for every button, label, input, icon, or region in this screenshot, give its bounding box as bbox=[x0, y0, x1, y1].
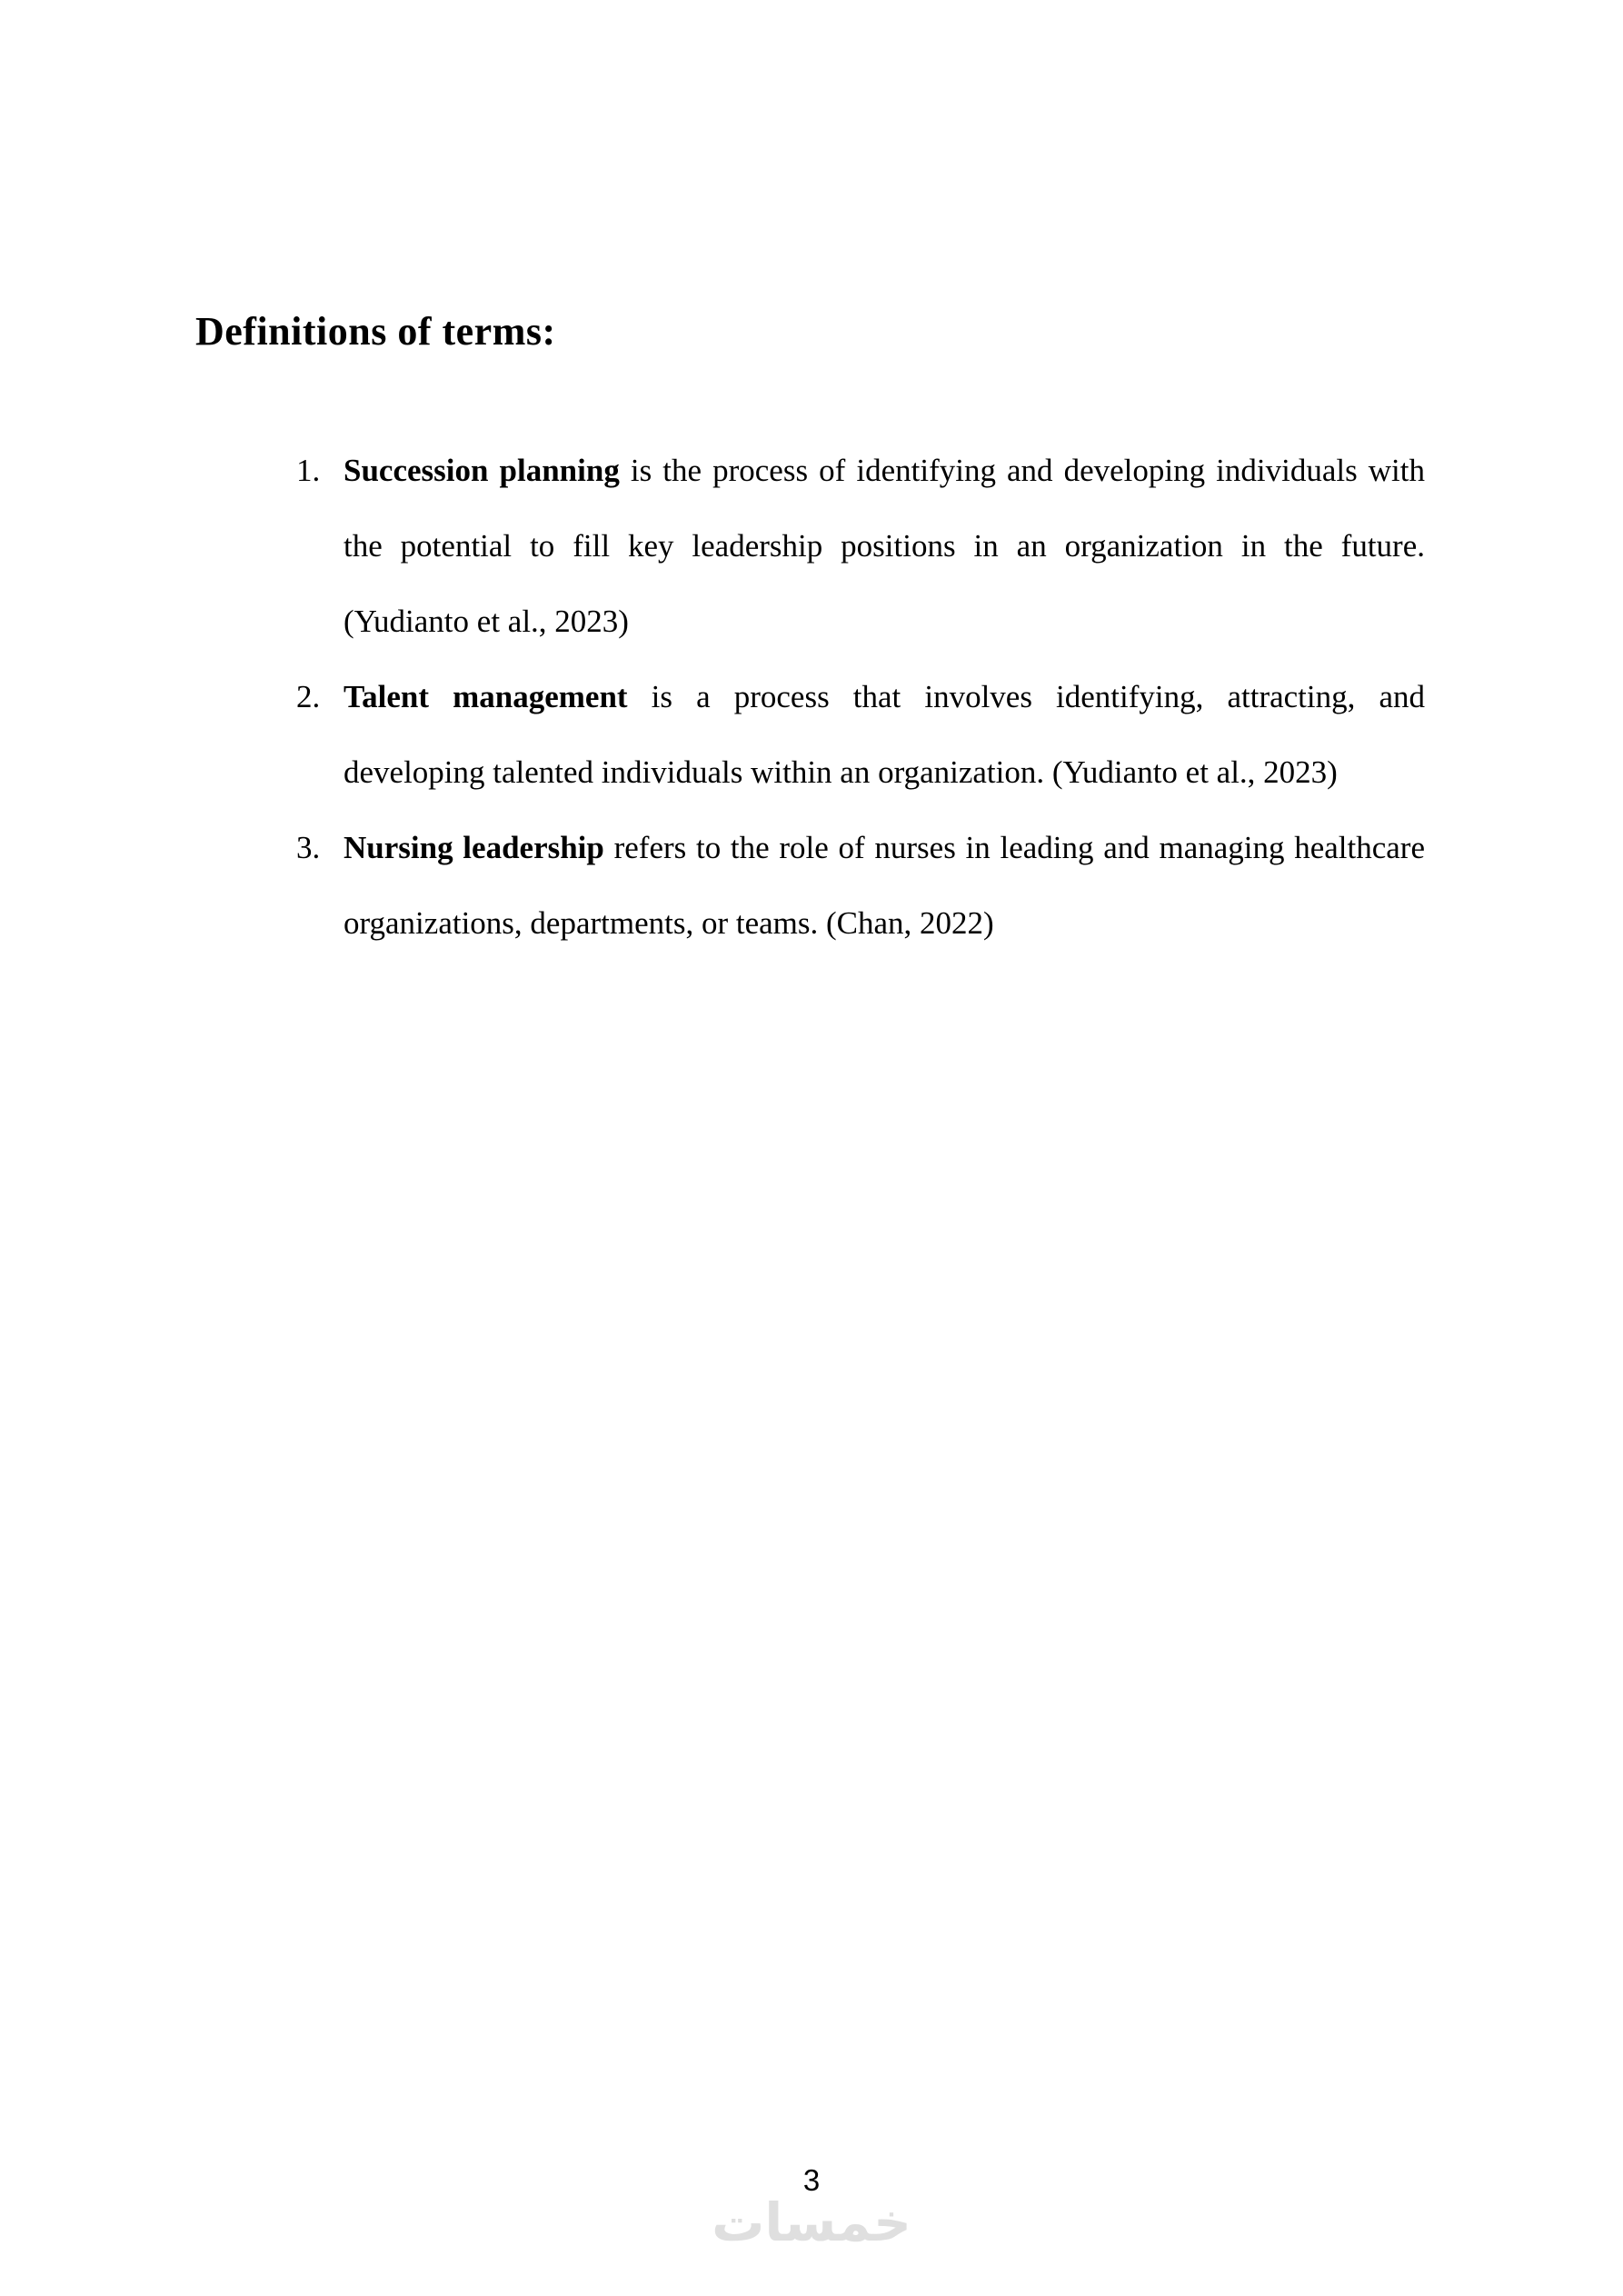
term-label: Talent management bbox=[344, 679, 628, 714]
list-number: 3. bbox=[296, 830, 321, 865]
list-item-nursing-leadership bbox=[296, 810, 1425, 961]
definition-text: organizations, departments, or teams. (Chan, 2022) bbox=[344, 905, 994, 941]
definition-text: refers to the role of nurses in leading and managing healthcare bbox=[603, 830, 1425, 865]
citation-text: (Yudianto et al., 2023) bbox=[344, 604, 629, 639]
list-number: 2. bbox=[296, 679, 321, 714]
definition-text: developing talented individuals within an organization. (Yudianto et al., 2023) bbox=[344, 754, 1338, 790]
definition-text: is a process that involves identifying, attracting, and bbox=[627, 679, 1425, 714]
term-label: Nursing leadership bbox=[344, 830, 604, 865]
list-item-talent-management bbox=[296, 659, 1425, 810]
page-title: Definitions of terms: bbox=[195, 309, 556, 354]
term-label: Succession planning bbox=[344, 453, 620, 488]
definitions-list bbox=[296, 433, 1425, 961]
list-number: 1. bbox=[296, 453, 321, 488]
definition-text: the potential to fill key leadership positions in an organization in the future. bbox=[344, 528, 1425, 564]
khamsat-watermark: خمسات bbox=[712, 2191, 911, 2253]
list-item-succession-planning bbox=[296, 433, 1425, 659]
definition-text: is the process of identifying and developing individuals with bbox=[619, 453, 1425, 488]
list-item-line bbox=[344, 810, 1425, 885]
list-item-line bbox=[344, 659, 1425, 734]
list-item-line bbox=[344, 433, 1425, 508]
page-number: 3 bbox=[802, 2163, 821, 2197]
